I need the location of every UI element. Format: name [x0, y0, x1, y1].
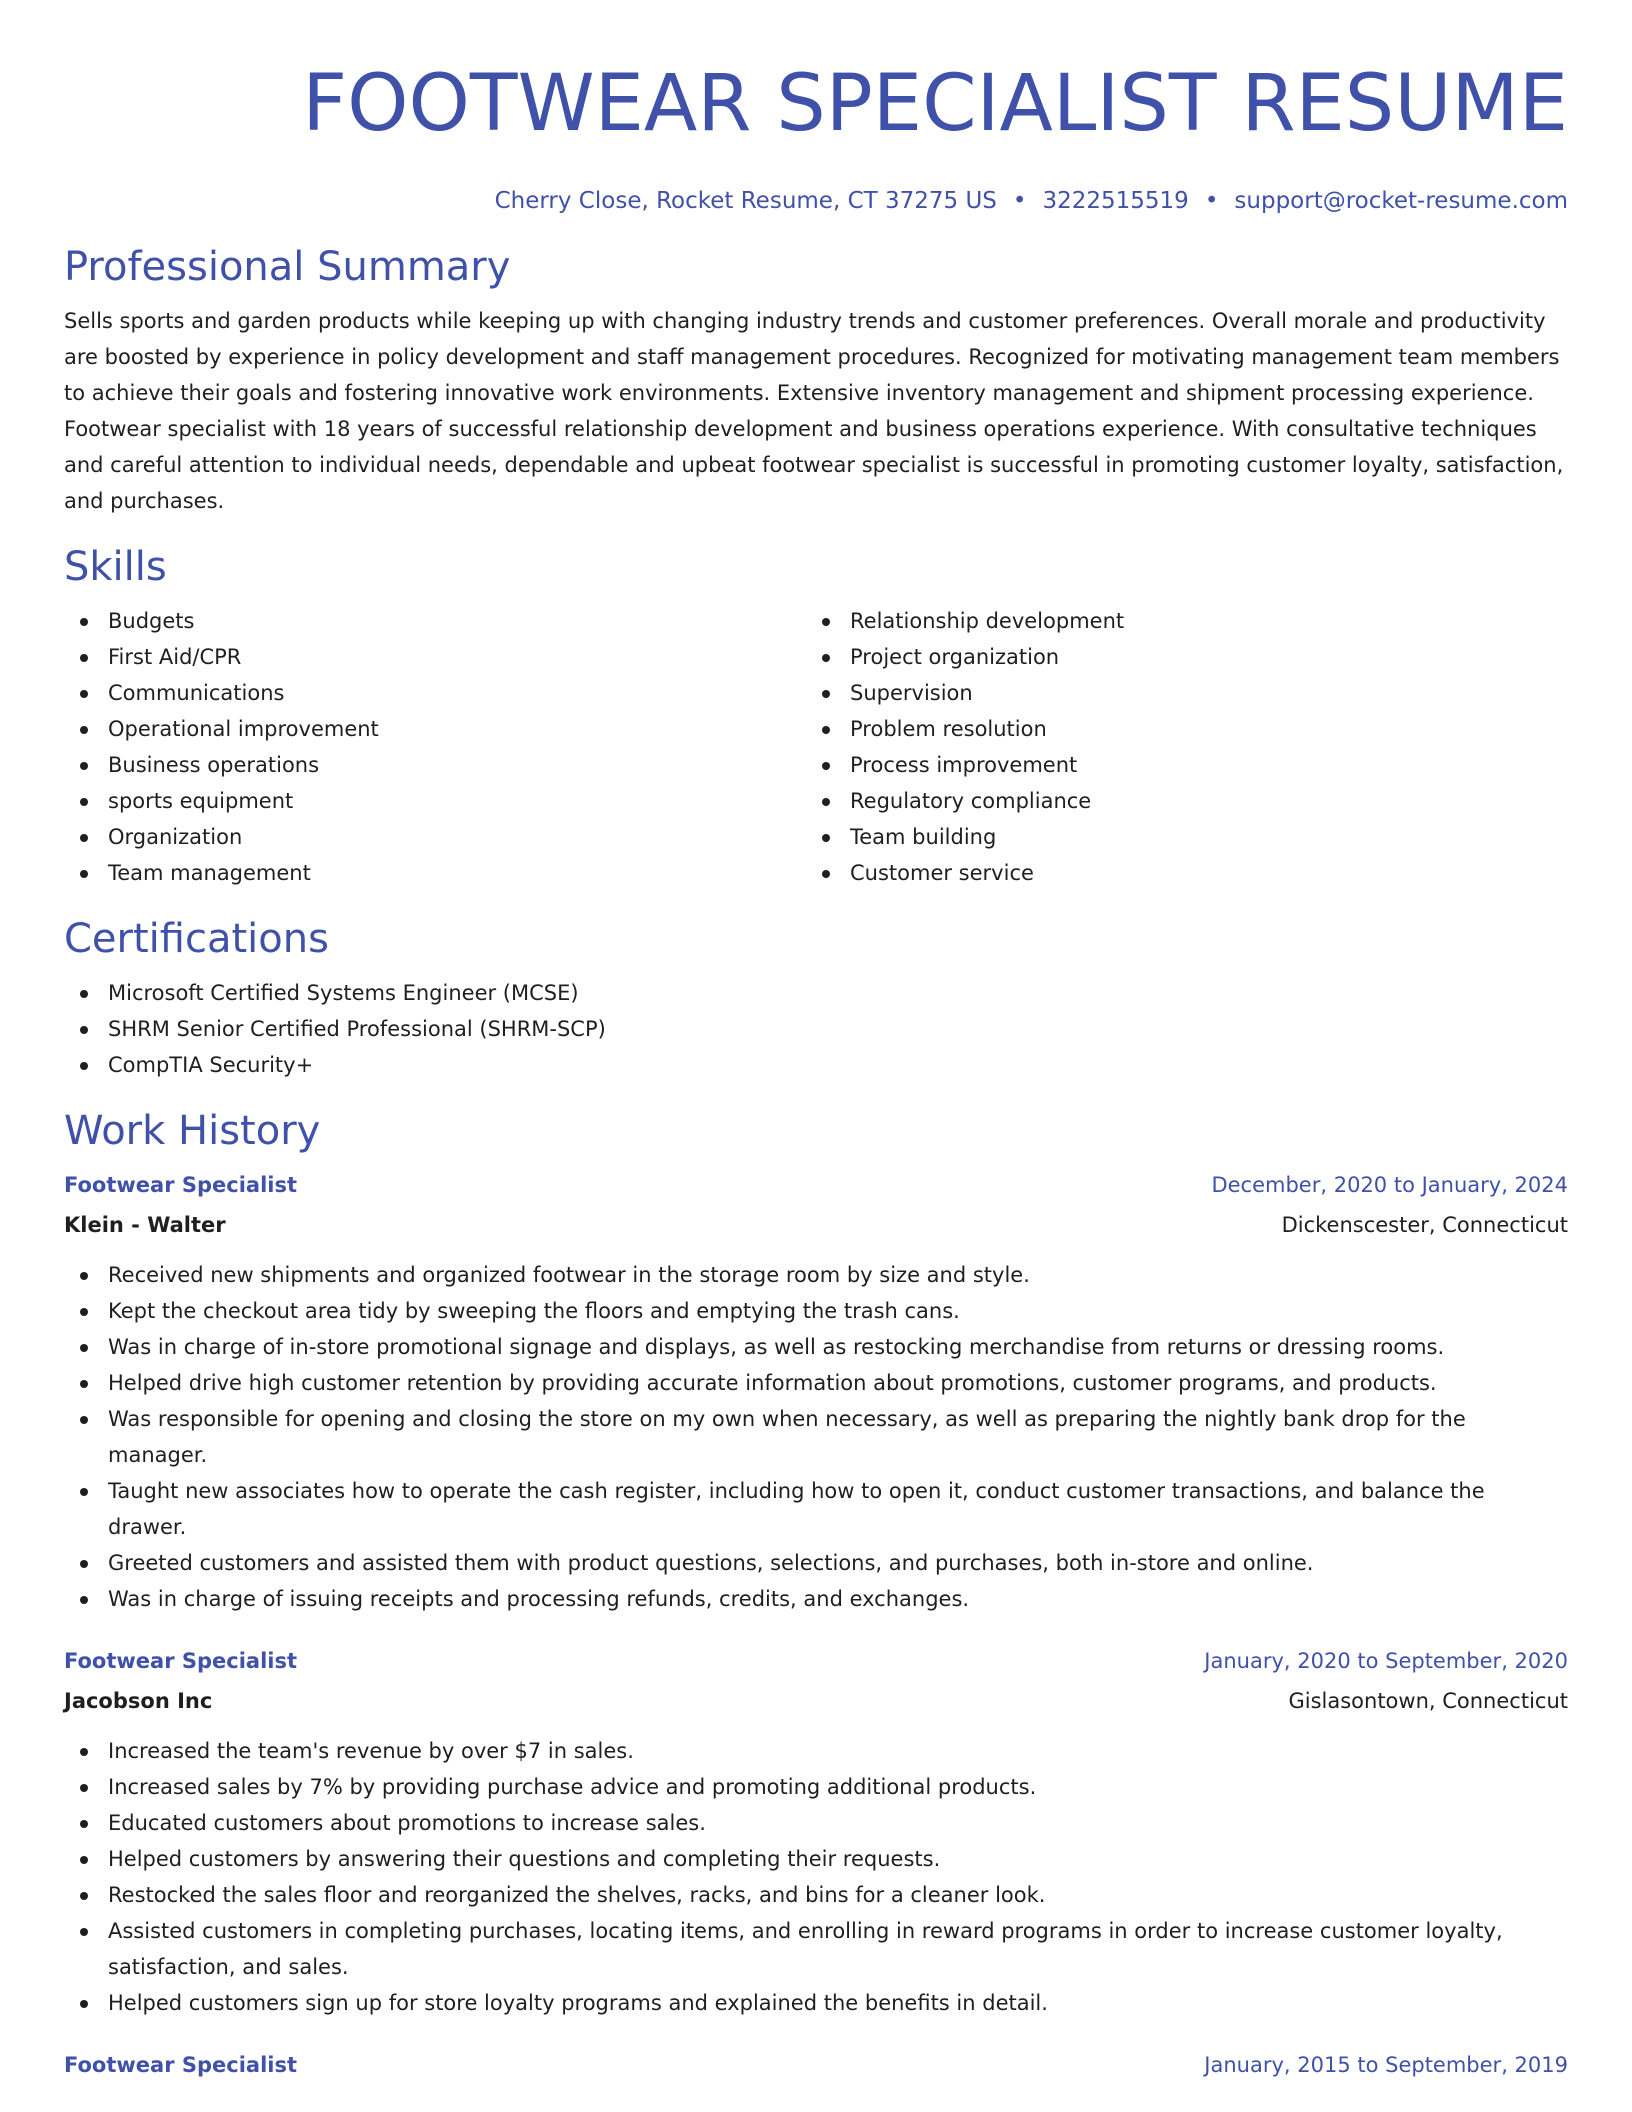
job-title-row — [64, 2045, 1568, 2085]
job-duty-item: Increased the team's revenue by over $7 in sales. — [64, 1733, 1568, 1769]
job-title-row — [64, 1165, 1568, 1205]
job-duty-item: Helped customers by answering their questions and completing their requests. — [64, 1841, 1568, 1877]
job-entry — [64, 1165, 1568, 1617]
skill-item: Organization — [64, 819, 806, 855]
skill-item: Operational improvement — [64, 711, 806, 747]
contact-email: support@rocket-resume.com — [1234, 188, 1568, 214]
job-title-row — [64, 1641, 1568, 1681]
job-duty-item: Was in charge of issuing receipts and processing refunds, credits, and exchanges. — [64, 1581, 1568, 1617]
certification-item: SHRM Senior Certified Professional (SHRM-SCP) — [64, 1011, 1568, 1047]
job-location: Gislasontown, Connecticut — [1288, 1689, 1568, 1713]
job-title: Footwear Specialist — [64, 1649, 298, 1673]
job-duties-list — [64, 1733, 1568, 2021]
certifications-heading: Certifications — [64, 916, 329, 962]
skills-list-right — [806, 603, 1548, 891]
contact-line — [64, 186, 1568, 216]
resume-page — [64, 0, 1568, 2085]
skills-heading: Skills — [64, 544, 167, 590]
job-duty-item: Received new shipments and organized footwear in the storage room by size and style. — [64, 1257, 1568, 1293]
skill-item: First Aid/CPR — [64, 639, 806, 675]
contact-separator: • — [1204, 188, 1219, 214]
job-duty-item: Kept the checkout area tidy by sweeping the floors and emptying the trash cans. — [64, 1293, 1568, 1329]
job-duty-item: Assisted customers in completing purchases, locating items, and enrolling in reward programs in order to increase customer loyalty, satisfaction, and sales. — [64, 1913, 1568, 1985]
job-company: Jacobson Inc — [64, 1689, 213, 1713]
certifications-list — [64, 975, 1568, 1083]
skill-item: sports equipment — [64, 783, 806, 819]
skills-column-left — [64, 603, 806, 891]
skill-item: Business operations — [64, 747, 806, 783]
job-duty-item: Educated customers about promotions to increase sales. — [64, 1805, 1568, 1841]
contact-phone: 3222515519 — [1042, 188, 1189, 214]
job-duty-item: Was in charge of in-store promotional signage and displays, as well as restocking merchandise from returns or dressing rooms. — [64, 1329, 1568, 1365]
skill-item: Communications — [64, 675, 806, 711]
job-company-row — [64, 1205, 1568, 1245]
skill-item: Regulatory compliance — [806, 783, 1548, 819]
skill-item: Team management — [64, 855, 806, 891]
skill-item: Relationship development — [806, 603, 1548, 639]
job-title: Footwear Specialist — [64, 1173, 298, 1197]
skill-item: Supervision — [806, 675, 1548, 711]
job-company: Klein - Walter — [64, 1213, 226, 1237]
skill-item: Project organization — [806, 639, 1548, 675]
job-duty-item: Restocked the sales floor and reorganized the shelves, racks, and bins for a cleaner look. — [64, 1877, 1568, 1913]
job-dates: December, 2020 to January, 2024 — [1211, 1173, 1568, 1197]
skills-list-left — [64, 603, 806, 891]
job-duties-list — [64, 1257, 1568, 1617]
skill-item: Team building — [806, 819, 1548, 855]
job-entry — [64, 1641, 1568, 2021]
certification-item: CompTIA Security+ — [64, 1047, 1568, 1083]
job-duty-item: Helped customers sign up for store loyalty programs and explained the benefits in detail. — [64, 1985, 1568, 2021]
job-company-row — [64, 1681, 1568, 1721]
job-duty-item: Taught new associates how to operate the cash register, including how to open it, conduct customer transactions, and balance the drawer. — [64, 1473, 1568, 1545]
skills-grid — [64, 603, 1568, 891]
job-duty-item: Helped drive high customer retention by providing accurate information about promotions, customer programs, and products. — [64, 1365, 1568, 1401]
contact-separator: • — [1012, 188, 1027, 214]
certification-item: Microsoft Certified Systems Engineer (MCSE) — [64, 975, 1568, 1011]
job-title: Footwear Specialist — [64, 2053, 298, 2077]
job-location: Dickenscester, Connecticut — [1281, 1213, 1568, 1237]
job-duty-item: Greeted customers and assisted them with product questions, selections, and purchases, both in-store and online. — [64, 1545, 1568, 1581]
skill-item: Process improvement — [806, 747, 1548, 783]
job-dates: January, 2015 to September, 2019 — [1204, 2053, 1568, 2077]
job-duty-item: Increased sales by 7% by providing purchase advice and promoting additional products. — [64, 1769, 1568, 1805]
work-history-heading: Work History — [64, 1108, 321, 1154]
summary-text: Sells sports and garden products while keeping up with changing industry trends and customer preferences. Overall morale and productivity are boosted by experience in policy development and staff management procedures. Recognized for motivating management team members to achieve their goals and fostering innovative work environments. Extensive inventory management and shipment processing experience. Footwear specialist with 18 years of successful relationship development and business operations experience. With consultative techniques and careful attention to individual needs, dependable and upbeat footwear specialist is successful in promoting customer loyalty, satisfaction, and purchases. — [64, 309, 1564, 513]
job-dates: January, 2020 to September, 2020 — [1204, 1649, 1568, 1673]
job-duty-item: Was responsible for opening and closing the store on my own when necessary, as well as preparing the nightly bank drop for the manager. — [64, 1401, 1568, 1473]
skill-item: Customer service — [806, 855, 1548, 891]
summary-heading: Professional Summary — [64, 244, 511, 290]
job-entry — [64, 2045, 1568, 2085]
resume-name: FOOTWEAR SPECIALIST RESUME — [302, 59, 1568, 149]
skill-item: Problem resolution — [806, 711, 1548, 747]
skill-item: Budgets — [64, 603, 806, 639]
contact-address: Cherry Close, Rocket Resume, CT 37275 US — [494, 188, 997, 214]
skills-column-right — [806, 603, 1548, 891]
